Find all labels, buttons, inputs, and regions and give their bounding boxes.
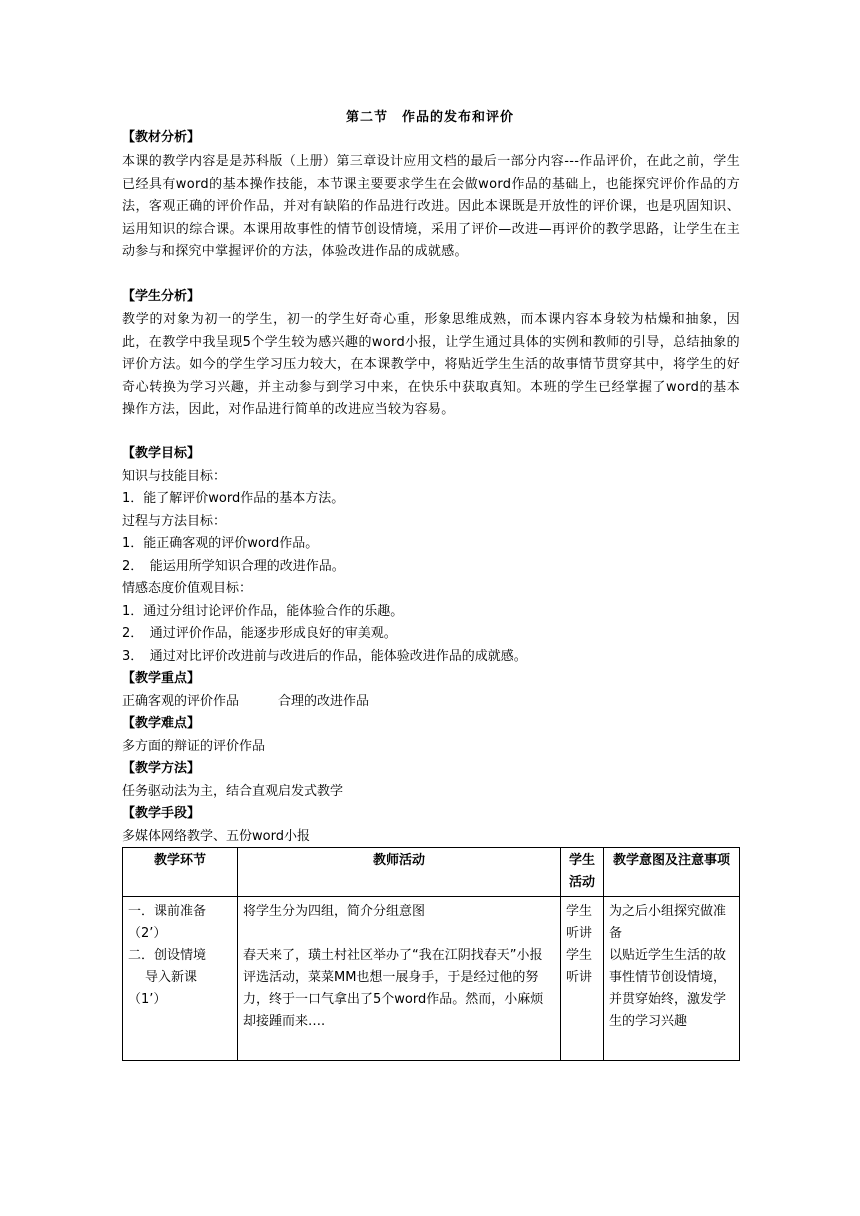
header-stage: 教学环节	[123, 848, 238, 897]
table-header-row	[123, 848, 740, 897]
intent-cell	[604, 897, 740, 1061]
goal-emotion-item-3: 3． 通过对比评价改进前与改进后的作品，能体验改进作品的成就感。	[122, 649, 527, 664]
goal-emotion-item-1: 1．通过分组讨论评价作品，能体验合作的乐趣。	[122, 604, 404, 619]
teacher-activity-2: 春天来了，璜土村社区举办了“我在江阴找春天”小报评选活动，菜菜MM也想一展身手，于是经过他的努力，终于一口气拿出了5个word作品。然而，小麻烦却接踵而来….	[243, 948, 544, 1029]
header-teacher-activity: 教师活动	[238, 848, 561, 897]
goal-emotion-item-2: 2． 通过评价作品，能逐步形成良好的审美观。	[122, 626, 397, 641]
heading-methods: 【教学方法】	[122, 761, 201, 776]
document-title: 第二节 作品的发布和评价	[345, 110, 514, 125]
heading-student-analysis: 【学生分析】	[122, 289, 201, 304]
student-activity-cell	[561, 897, 604, 1061]
teacher-activity-cell	[238, 897, 561, 1061]
key-points-text: 正确客观的评价作品 合理的改进作品	[122, 694, 370, 709]
heading-teaching-means: 【教学手段】	[122, 806, 201, 821]
intent-2: 以贴近学生生活的故事性情节创设情境，并贯穿始终，激发学生的学习兴趣	[609, 948, 727, 1029]
goal-emotion-label: 情感态度价值观目标：	[122, 581, 253, 596]
stage-1-label: 一．课前准备	[128, 904, 207, 919]
header-intent: 教学意图及注意事项	[604, 848, 740, 897]
goal-knowledge-item-1: 1．能了解评价word作品的基本方法。	[122, 491, 345, 506]
student-analysis-paragraph: 教学的对象为初一的学生，初一的学生好奇心重，形象思维成熟，而本课内容本身较为枯燥和抽象，因此，在教学中我呈现5个学生较为感兴趣的word小报，让学生通过具体的实例和教师的引导，总结抽象的评价方法。如今的学生学习压力较大，在本课教学中，将贴近学生生活的故事情节贯穿其中，将学生的好奇心转换为学习兴趣，并主动参与到学习中来，在快乐中获取真知。本班的学生已经掌握了word的基本操作方法，因此，对作品进行简单的改进应当较为容易。	[122, 312, 740, 418]
stage-1-time: （2’）	[128, 926, 167, 941]
stage-2-label: 二．创设情境	[128, 948, 207, 963]
goal-process-label: 过程与方法目标：	[122, 514, 227, 529]
goal-process-item-1: 1．能正确客观的评价word作品。	[122, 536, 319, 551]
goal-process-item-2: 2． 能运用所学知识合理的改进作品。	[122, 559, 345, 574]
stage-2-time: （1’）	[128, 992, 167, 1007]
stage-cell	[123, 897, 238, 1061]
teacher-activity-1: 将学生分为四组，简介分组意图	[243, 904, 426, 919]
student-activity-1: 学生听讲	[566, 904, 593, 941]
heading-difficulties: 【教学难点】	[122, 716, 201, 731]
methods-text: 任务驱动法为主，结合直观启发式教学	[122, 784, 344, 799]
heading-teaching-goals: 【教学目标】	[122, 446, 201, 461]
difficulties-text: 多方面的辩证的评价作品	[122, 739, 266, 754]
lesson-plan-table	[122, 847, 740, 1061]
intent-1: 为之后小组探究做准备	[609, 904, 727, 941]
table-row	[123, 897, 740, 1061]
stage-2-sublabel: 导入新课	[145, 970, 198, 985]
goal-knowledge-label: 知识与技能目标：	[122, 469, 227, 484]
material-analysis-paragraph: 本课的教学内容是是苏科版（上册）第三章设计应用文档的最后一部分内容---作品评价，在此之前，学生已经具有word的基本操作技能，本节课主要要求学生在会做word作品的基础上，也能探究评价作品的方法，客观正确的评价作品，并对有缺陷的作品进行改进。因此本课既是开放性的评价课，也是巩固知识、运用知识的综合课。本课用故事性的情节创设情境，采用了评价—改进—再评价的教学思路，让学生在主动参与和探究中掌握评价的方法，体验改进作品的成就感。	[122, 154, 740, 260]
heading-key-points: 【教学重点】	[122, 671, 201, 686]
heading-material-analysis: 【教材分析】	[122, 130, 201, 145]
header-student-activity: 学生活动	[561, 848, 604, 897]
teaching-means-text: 多媒体网络教学、五份word小报	[122, 829, 310, 844]
student-activity-2: 学生听讲	[566, 948, 593, 985]
